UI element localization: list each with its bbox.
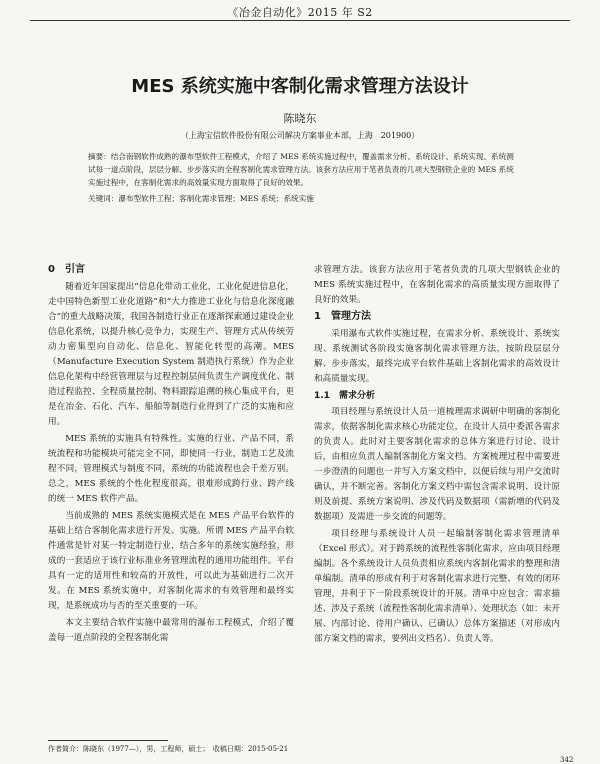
paragraph: MES 系统的实施具有特殊性。实施的行业、产品不同，系统流程和功能模块可能完全不同，即使同一行业，制造工艺及流程不同，管理模式与制度不同，系统的功能流程也会千差万别。总之，MES 系统的个性化程度很高，很难形成跨行业、跨产线的统一 MES 软件产品。 xyxy=(48,434,294,504)
subsection-heading-requirements: 1.1 需求分析 xyxy=(314,391,375,401)
section-heading-intro: 0 引言 xyxy=(48,264,85,275)
paper-title: MES 系统实施中客制化需求管理方法设计 xyxy=(131,76,469,97)
page-number: 342 xyxy=(560,756,574,764)
paragraph: 项目经理与系统设计人员一道梳理需求调研中明确的客制化需求，依据客制化需求核心功能定位，在设计人员中委派各需求的负责人。此时对主要客制化需求的总体方案进行讨论、设计后，由相应负责人编制客制化方案文档。方案梳理过程中需要进一步澄清的问题也一并写入方案文档中，以便后续与用户交流时确认，并不断完善。客制化方案文档中需包含需求说明、设计原则及前提、系统方案说明、涉及代码及数据项（需新增的代码及数据项）及需进一步交流的问题等。 xyxy=(314,407,560,522)
left-column xyxy=(48,263,294,648)
affiliation: （上海宝信软件股份有限公司解决方案事业本部，上海 201900） xyxy=(180,131,420,140)
right-column xyxy=(314,263,560,649)
section-heading-methods: 1 管理方法 xyxy=(314,311,371,322)
header-rule xyxy=(30,20,570,21)
abstract: 摘要：结合南钢软件成熟的瀑布型软件工程模式，介绍了 MES 系统实施过程中，覆盖需求分析、系统设计、系统实现、系统测试每一道点阶段，层层分解、步步落实的全程客制化需求管理方法。该套方法应用于笔者负责的几项大型钢铁企业的 MES 系统实施过程中，在客制化需求的高效量实现方面取得了良好的效果。 xyxy=(88,152,514,187)
paragraph: 随着近年国家提出“信息化带动工业化，工业化促进信息化，走中国特色新型工业化道路”和“大力推进工业化与信息化深度融合”的重大战略决策，我国各制造行业正在逐渐探索通过建设企业信息化系统，以提升核心竞争力，实现生产、管理方式从传统劳动力密集型向自动化、信息化、智能化转型的高潮。MES（Manufacture Execution System 制造执行系统）作为企业信息化架构中经营管理层与过程控制层间负责生产调度优化、制造过程监控、全程质量控制、物料跟踪追溯的核心集成平台，更是在冶金、石化、汽车、船舶等制造行业得到了广泛的实施和应用。 xyxy=(48,282,294,427)
paragraph: 当前成熟的 MES 系统实施模式是在 MES 产品平台软件的基础上结合客制化需求进行开发、实施。所谓 MES 产品平台软件通常是针对某一特定制造行业，结合多年的系统实施经验，形成的一套适应于该行业标准业务管理流程的通用功能组件。平台具有一定的适用性和较高的开放性，可以此为基础进行二次开发。在 MES 系统实施中，对客制化需求的有效管理和最终实现，是系统成功与否的至关重要的一环。 xyxy=(48,511,294,611)
paragraph: 项目经理与系统设计人员一起编制客制化需求管理清单（Excel 形式）。对于跨系统的流程性客制化需求，应由项目经理编制。各个系统设计人员负责相应系统内客制化需求的整理和清单编制。清单的形成有利于对客制化需求进行完整、有效的闭环管理，并利于下一阶段系统设计的开展。清单中应包含：需求描述、涉及子系统（流程性客制化需求清单）、处理状态（如：未开展、内部讨论、待用户确认、已确认）总体方案描述（对形成内部方案文档的需求，要列出文档名）、负责人等。 xyxy=(314,529,560,644)
paragraph: 本文主要结合软件实施中最常用的瀑布工程模式，介绍了覆盖每一道点阶段的全程客制化需 xyxy=(48,618,294,643)
author: 陈晓东 xyxy=(283,112,317,125)
paragraph: 采用瀑布式软件实施过程，在需求分析、系统设计、系统实现、系统测试各阶段实施客制化需求管理方法，按阶段层层分解、步步落实，最终完成平台软件基础上客制化需求的高效设计和高质量实现。 xyxy=(314,329,560,384)
paragraph-continued: 求管理方法。该套方法应用于笔者负责的几项大型钢铁企业的 MES 系统实施过程中，在客制化需求的高质量实现方面取得了良好的效果。 xyxy=(314,265,560,305)
keywords: 关键词：瀑布型软件工程；客制化需求管理；MES 系统；系统实施 xyxy=(88,194,314,203)
journal-header: 《冶金自动化》2015 年 S2 xyxy=(227,6,373,19)
author-footnote: 作者简介：陈晓东（1977—），男，工程师，硕士； 收稿日期：2015-05-21 xyxy=(48,745,289,753)
footnote-rule xyxy=(48,740,168,741)
